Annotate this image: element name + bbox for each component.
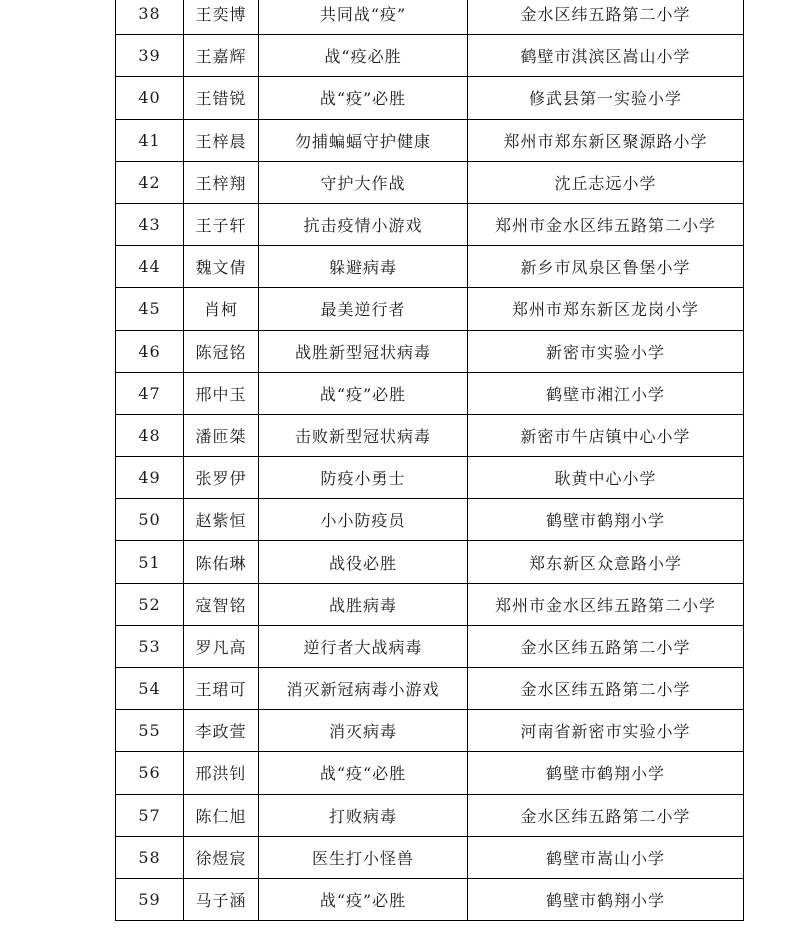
cell-number: 46 xyxy=(116,330,184,372)
cell-student-name: 邢中玉 xyxy=(184,372,259,414)
cell-number: 39 xyxy=(116,35,184,77)
cell-student-name: 魏文倩 xyxy=(184,246,259,288)
table-row xyxy=(116,541,744,583)
cell-work-title: 战“疫”必胜 xyxy=(259,77,468,119)
cell-school: 鹤壁市湘江小学 xyxy=(468,372,744,414)
cell-student-name: 王梓晨 xyxy=(184,119,259,161)
cell-school: 郑州市金水区纬五路第二小学 xyxy=(468,203,744,245)
cell-student-name: 邢洪钊 xyxy=(184,752,259,794)
cell-school: 鹤壁市淇滨区嵩山小学 xyxy=(468,35,744,77)
cell-work-title: 共同战“疫” xyxy=(259,0,468,35)
cell-work-title: 消灭新冠病毒小游戏 xyxy=(259,668,468,710)
cell-school: 金水区纬五路第二小学 xyxy=(468,794,744,836)
cell-work-title: 抗击疫情小游戏 xyxy=(259,203,468,245)
table-row xyxy=(116,583,744,625)
cell-number: 52 xyxy=(116,583,184,625)
cell-number: 49 xyxy=(116,457,184,499)
cell-student-name: 王子轩 xyxy=(184,203,259,245)
table-row xyxy=(116,414,744,456)
cell-student-name: 肖柯 xyxy=(184,288,259,330)
cell-work-title: 击败新型冠状病毒 xyxy=(259,414,468,456)
cell-work-title: 打败病毒 xyxy=(259,794,468,836)
cell-number: 45 xyxy=(116,288,184,330)
table-row xyxy=(116,836,744,878)
cell-student-name: 王珺可 xyxy=(184,668,259,710)
table-row xyxy=(116,710,744,752)
table-row xyxy=(116,161,744,203)
cell-student-name: 陈冠铭 xyxy=(184,330,259,372)
cell-school: 鹤壁市鹤翔小学 xyxy=(468,752,744,794)
cell-student-name: 王嘉辉 xyxy=(184,35,259,77)
cell-work-title: 守护大作战 xyxy=(259,161,468,203)
cell-school: 鹤壁市嵩山小学 xyxy=(468,836,744,878)
cell-student-name: 王奕博 xyxy=(184,0,259,35)
cell-school: 新密市实验小学 xyxy=(468,330,744,372)
cell-school: 沈丘志远小学 xyxy=(468,161,744,203)
cell-school: 金水区纬五路第二小学 xyxy=(468,668,744,710)
cell-school: 郑州市金水区纬五路第二小学 xyxy=(468,583,744,625)
cell-student-name: 王错锐 xyxy=(184,77,259,119)
cell-student-name: 马子涵 xyxy=(184,878,259,920)
cell-school: 郑州市郑东新区龙岗小学 xyxy=(468,288,744,330)
cell-student-name: 陈佑琳 xyxy=(184,541,259,583)
cell-number: 40 xyxy=(116,77,184,119)
cell-student-name: 李政萱 xyxy=(184,710,259,752)
cell-number: 58 xyxy=(116,836,184,878)
cell-work-title: 小小防疫员 xyxy=(259,499,468,541)
cell-school: 新乡市凤泉区鲁堡小学 xyxy=(468,246,744,288)
cell-number: 56 xyxy=(116,752,184,794)
cell-number: 47 xyxy=(116,372,184,414)
cell-student-name: 潘匝桀 xyxy=(184,414,259,456)
cell-student-name: 寇智铭 xyxy=(184,583,259,625)
cell-work-title: 躲避病毒 xyxy=(259,246,468,288)
award-list-table xyxy=(115,0,744,921)
cell-number: 59 xyxy=(116,878,184,920)
cell-work-title: 最美逆行者 xyxy=(259,288,468,330)
cell-work-title: 战“疫”必胜 xyxy=(259,372,468,414)
cell-student-name: 张罗伊 xyxy=(184,457,259,499)
cell-work-title: 防疫小勇士 xyxy=(259,457,468,499)
table-row xyxy=(116,668,744,710)
table-row xyxy=(116,119,744,161)
cell-number: 42 xyxy=(116,161,184,203)
cell-school: 修武县第一实验小学 xyxy=(468,77,744,119)
cell-work-title: 逆行者大战病毒 xyxy=(259,625,468,667)
table-row xyxy=(116,372,744,414)
table-body xyxy=(116,0,744,921)
cell-work-title: 勿捕蝙蝠守护健康 xyxy=(259,119,468,161)
cell-number: 53 xyxy=(116,625,184,667)
table-row xyxy=(116,288,744,330)
table-row xyxy=(116,878,744,920)
cell-number: 44 xyxy=(116,246,184,288)
cell-school: 郑州市郑东新区聚源路小学 xyxy=(468,119,744,161)
cell-number: 55 xyxy=(116,710,184,752)
cell-number: 50 xyxy=(116,499,184,541)
cell-work-title: 医生打小怪兽 xyxy=(259,836,468,878)
cell-number: 43 xyxy=(116,203,184,245)
cell-student-name: 陈仁旭 xyxy=(184,794,259,836)
cell-student-name: 徐煜宸 xyxy=(184,836,259,878)
cell-student-name: 王梓翔 xyxy=(184,161,259,203)
cell-school: 新密市牛店镇中心小学 xyxy=(468,414,744,456)
cell-work-title: 战“疫”必胜 xyxy=(259,878,468,920)
table-row xyxy=(116,35,744,77)
cell-student-name: 罗凡高 xyxy=(184,625,259,667)
table-row xyxy=(116,752,744,794)
cell-school: 鹤壁市鹤翔小学 xyxy=(468,499,744,541)
table-row xyxy=(116,330,744,372)
cell-work-title: 战胜新型冠状病毒 xyxy=(259,330,468,372)
cell-student-name: 赵紫恒 xyxy=(184,499,259,541)
table-row xyxy=(116,246,744,288)
cell-number: 48 xyxy=(116,414,184,456)
cell-school: 耿黄中心小学 xyxy=(468,457,744,499)
table-row xyxy=(116,0,744,35)
cell-number: 41 xyxy=(116,119,184,161)
cell-number: 38 xyxy=(116,0,184,35)
cell-number: 57 xyxy=(116,794,184,836)
table-row xyxy=(116,77,744,119)
table-row xyxy=(116,499,744,541)
cell-school: 郑东新区众意路小学 xyxy=(468,541,744,583)
cell-work-title: 战“疫“必胜 xyxy=(259,752,468,794)
cell-school: 金水区纬五路第二小学 xyxy=(468,0,744,35)
table-row xyxy=(116,203,744,245)
cell-school: 鹤壁市鹤翔小学 xyxy=(468,878,744,920)
table-row xyxy=(116,794,744,836)
cell-school: 河南省新密市实验小学 xyxy=(468,710,744,752)
table-row xyxy=(116,625,744,667)
cell-number: 51 xyxy=(116,541,184,583)
cell-work-title: 战胜病毒 xyxy=(259,583,468,625)
cell-work-title: 战役必胜 xyxy=(259,541,468,583)
table-row xyxy=(116,457,744,499)
cell-school: 金水区纬五路第二小学 xyxy=(468,625,744,667)
cell-work-title: 战“疫必胜 xyxy=(259,35,468,77)
cell-number: 54 xyxy=(116,668,184,710)
cell-work-title: 消灭病毒 xyxy=(259,710,468,752)
